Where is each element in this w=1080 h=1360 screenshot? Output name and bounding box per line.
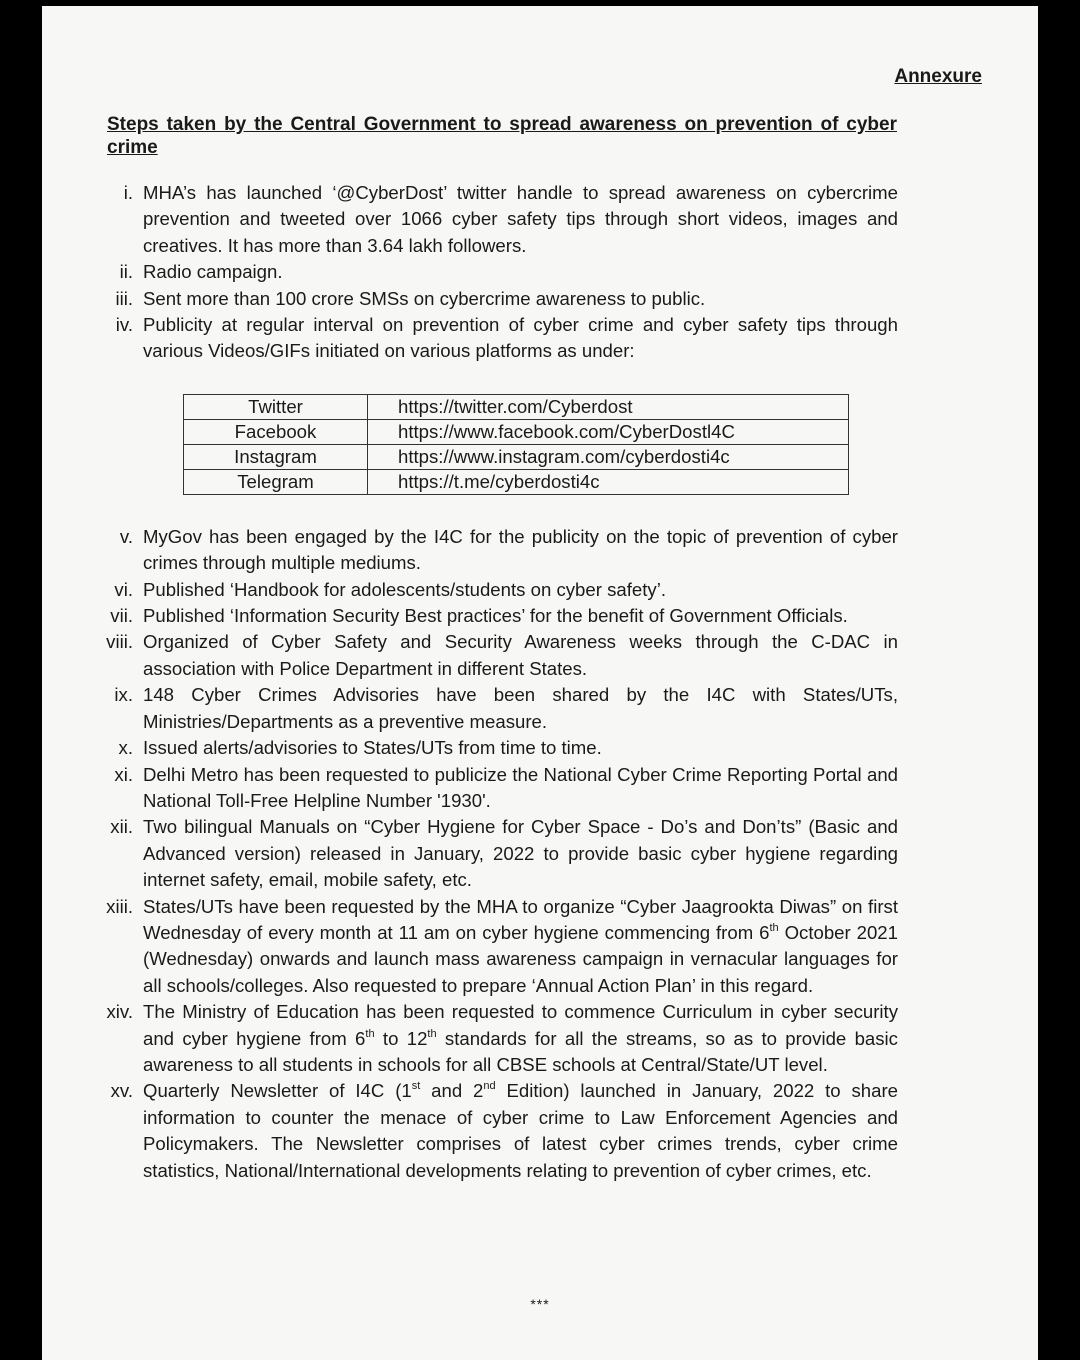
list-item: viii. Organized of Cyber Safety and Security Awareness weeks through the C-DAC in association with Police Department in different States. [106,631,898,679]
platform-name: Twitter [184,394,368,419]
platform-links-table [183,394,849,495]
steps-list-part-b [90,524,898,1184]
steps-list-part-a [90,180,898,365]
platform-url: https://www.instagram.com/cyberdosti4c [368,444,849,469]
list-item: xiv. The Ministry of Education has been requested to commence Curriculum in cyber security and cyber hygiene from 6th to 12th standards for all the streams, so as to provide basic awareness to all students in schools for all CBSE schools at Central/State/UT level. [106,1001,898,1075]
table-row [184,469,849,494]
list-item: ix. 148 Cyber Crimes Advisories have been shared by the I4C with States/UTs, Ministries/Departments as a preventive measure. [114,684,898,732]
platform-name: Facebook [184,419,368,444]
platform-name: Telegram [184,469,368,494]
list-item: vii. Published ‘Information Security Best practices’ for the benefit of Government Officials. [110,605,848,627]
list-item: v. MyGov has been engaged by the I4C for the publicity on the topic of prevention of cyber crimes through multiple mediums. [119,525,898,574]
platform-url: https://twitter.com/Cyberdost [368,394,849,419]
list-item: xii. Two bilingual Manuals on “Cyber Hygiene for Cyber Space - Do’s and Don’ts” (Basic and Advanced version) released in January, 2022 to provide basic cyber hygiene regarding internet safety, email, mobile safety, etc. [110,816,898,891]
list-item: iii. Sent more than 100 crore SMSs on cybercrime awareness to public. [115,287,706,309]
list-item: ii. Radio campaign. [119,261,283,283]
table-row [184,394,849,419]
list-item: i. MHA’s has launched ‘@CyberDost’ twitter handle to spread awareness on cybercrime prevention and tweeted over 1066 cyber safety tips through short videos, images and creatives. It has more than 3.64 lakh followers. [123,182,898,256]
list-item: x. Issued alerts/advisories to States/UTs from time to time. [118,737,602,759]
platform-name: Instagram [184,444,368,469]
document-heading: Steps taken by the Central Government to spread awareness on prevention of cyber crime [107,114,897,158]
end-mark: *** [530,1296,550,1312]
annexure-label: Annexure [894,66,982,87]
list-item: vi. Published ‘Handbook for adolescents/students on cyber safety’. [114,578,667,600]
list-item: iv. Publicity at regular interval on prevention of cyber crime and cyber safety tips through various Videos/GIFs initiated on various platforms as under: [115,314,898,362]
platform-url: https://t.me/cyberdosti4c [368,469,849,494]
table-row [184,419,849,444]
table-row [184,444,849,469]
list-item: xi. Delhi Metro has been requested to publicize the National Cyber Crime Reporting Portal and National Toll-Free Helpline Number '1930'. [114,763,898,811]
list-item: xiii. States/UTs have been requested by the MHA to organize “Cyber Jaagrookta Diwas” on first Wednesday of every month at 11 am on cyber hygiene commencing from 6th October 2021 (Wednesday) onwards and launch mass awareness campaign in vernacular languages for all schools/colleges. Also requested to prepare ‘Annual Action Plan’ in this regard. [106,895,898,996]
steps-list [90,180,898,1184]
list-item: xv. Quarterly Newsletter of I4C (1st and 2nd Edition) launched in January, 2022 to share information to counter the menace of cyber crime to Law Enforcement Agencies and Policymakers. The Newsletter comprises of latest cyber crimes trends, cyber crime statistics, National/International developments relating to prevention of cyber crimes, etc. [110,1080,898,1181]
platform-url: https://www.facebook.com/CyberDostl4C [368,419,849,444]
